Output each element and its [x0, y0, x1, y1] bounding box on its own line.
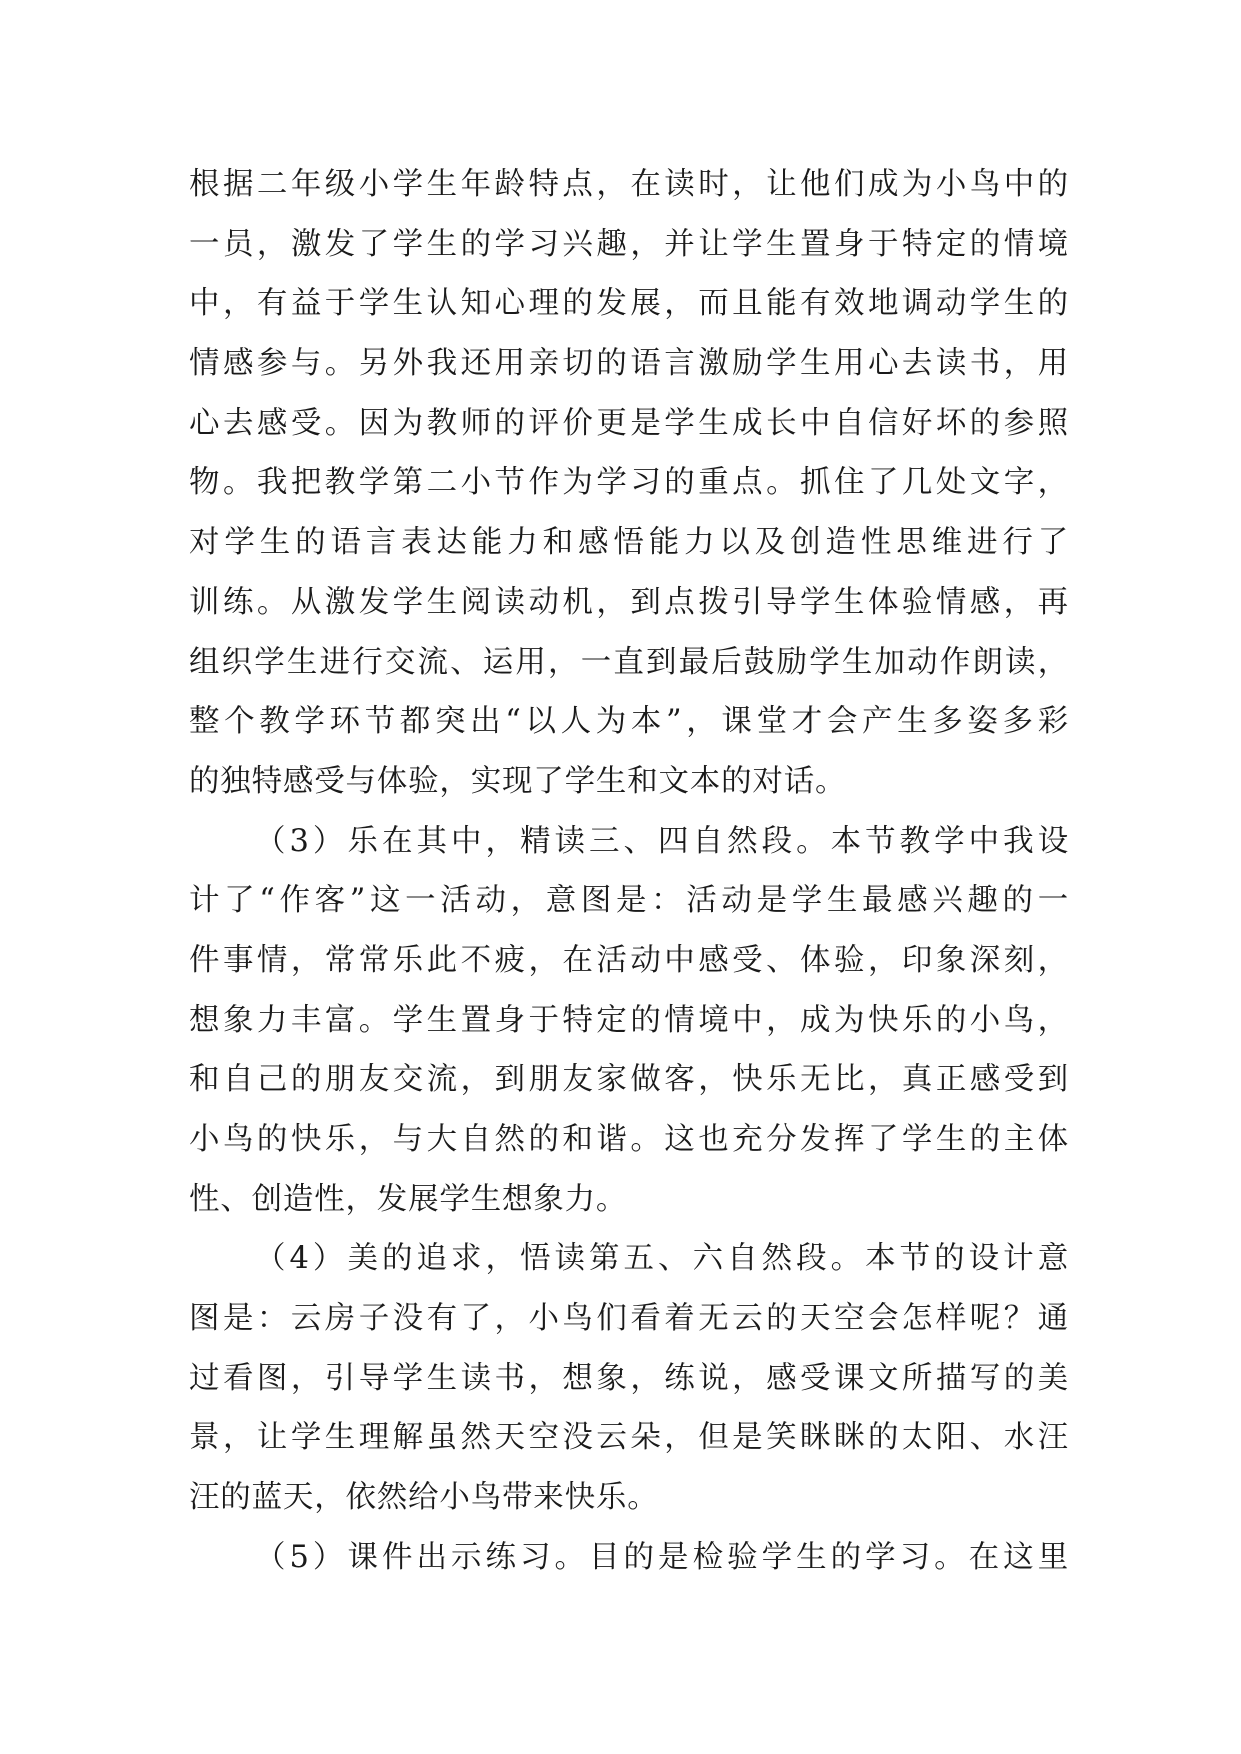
- text-line: 物。我把教学第二小节作为学习的重点。抓住了几处文字，: [189, 465, 1069, 501]
- paragraph-first-line: （4）美的追求，悟读第五、六自然段。本节的设计意: [255, 1241, 1069, 1277]
- text-line: 计了“作客”这一活动，意图是：活动是学生最感兴趣的一: [189, 883, 1069, 919]
- text-line: 根据二年级小学生年龄特点，在读时，让他们成为小鸟中的: [189, 167, 1069, 202]
- text-line: 过看图，引导学生读书，想象，练说，感受课文所描写的美: [189, 1360, 1069, 1396]
- text-line: 心去感受。因为教师的评价更是学生成长中自信好坏的参照: [189, 405, 1069, 441]
- text-line: 汪的蓝天，依然给小鸟带来快乐。: [189, 1480, 659, 1516]
- text-line: 性、创造性，发展学生想象力。: [189, 1181, 628, 1217]
- text-line: 情感参与。另外我还用亲切的语言激励学生用心去读书，用: [189, 346, 1069, 382]
- text-line: 整个教学环节都突出“以人为本”，课堂才会产生多姿多彩: [189, 704, 1069, 740]
- text-line: 对学生的语言表达能力和感悟能力以及创造性思维进行了: [189, 525, 1069, 561]
- text-line: 一员，激发了学生的学习兴趣，并让学生置身于特定的情境: [189, 226, 1069, 262]
- paragraph-first-line: （5）课件出示练习。目的是检验学生的学习。在这里: [255, 1539, 1069, 1575]
- text-line: 图是：云房子没有了，小鸟们看着无云的天空会怎样呢？通: [189, 1301, 1069, 1337]
- text-line: 景，让学生理解虽然天空没云朵，但是笑眯眯的太阳、水汪: [189, 1420, 1069, 1456]
- body-text: [189, 155, 1069, 1588]
- text-line: 中，有益于学生认知心理的发展，而且能有效地调动学生的: [189, 286, 1069, 322]
- paragraph-first-line: （3）乐在其中，精读三、四自然段。本节教学中我设: [255, 823, 1069, 859]
- text-line: 组织学生进行交流、运用，一直到最后鼓励学生加动作朗读，: [189, 644, 1069, 680]
- text-line: 想象力丰富。学生置身于特定的情境中，成为快乐的小鸟，: [189, 1002, 1069, 1038]
- text-line: 训练。从激发学生阅读动机，到点拨引导学生体验情感，再: [189, 584, 1069, 620]
- text-line: 件事情，常常乐此不疲，在活动中感受、体验，印象深刻，: [189, 942, 1069, 978]
- text-line: 的独特感受与体验，实现了学生和文本的对话。: [189, 763, 847, 799]
- text-line: 和自己的朋友交流，到朋友家做客，快乐无比，真正感受到: [189, 1062, 1069, 1098]
- text-line: 小鸟的快乐，与大自然的和谐。这也充分发挥了学生的主体: [189, 1122, 1069, 1157]
